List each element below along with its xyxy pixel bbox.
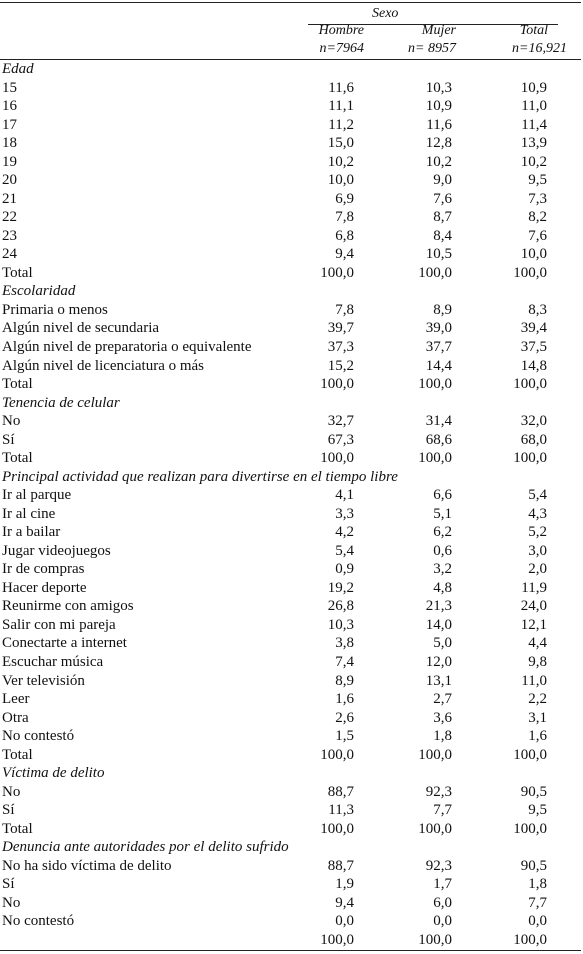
row-value-total: 32,0 <box>520 413 547 429</box>
row-value-mujer: 2,7 <box>433 691 452 707</box>
row-label: 21 <box>2 191 17 207</box>
row-value-hombre: 100,0 <box>320 450 354 466</box>
row-value-mujer: 11,6 <box>426 117 452 133</box>
row-value-hombre: 7,4 <box>335 654 354 670</box>
row-label: No <box>2 784 21 800</box>
header-bottom-rule <box>0 59 581 60</box>
row-value-mujer: 8,4 <box>433 228 452 244</box>
section-heading: Principal actividad que realizan para divertirse en el tiempo libre <box>2 469 398 485</box>
row-value-mujer: 3,2 <box>433 561 452 577</box>
row-value-total: 37,5 <box>520 339 547 355</box>
row-value-hombre: 11,2 <box>328 117 354 133</box>
row-value-hombre: 1,5 <box>335 728 354 744</box>
row-label: Leer <box>2 691 30 707</box>
row-value-mujer: 68,6 <box>425 432 452 448</box>
row-value-mujer: 1,8 <box>433 728 452 744</box>
row-label: Total <box>2 450 33 466</box>
row-value-total: 8,2 <box>528 209 547 225</box>
row-label: Sí <box>2 432 15 448</box>
row-value-mujer: 39,0 <box>425 320 452 336</box>
bottom-rule <box>0 950 581 951</box>
row-value-hombre: 2,6 <box>335 710 354 726</box>
row-label: 15 <box>2 80 17 96</box>
row-label: Salir con mi pareja <box>2 617 116 633</box>
row-value-total: 100,0 <box>513 932 547 948</box>
row-label: Total <box>2 265 33 281</box>
row-value-total: 1,6 <box>528 728 547 744</box>
row-value-hombre: 10,2 <box>327 154 354 170</box>
column-header-hombre: Hombre <box>318 23 364 38</box>
row-value-hombre: 0,9 <box>335 561 354 577</box>
row-label: Sí <box>2 802 15 818</box>
row-value-mujer: 4,8 <box>433 580 452 596</box>
row-label: Reunirme con amigos <box>2 598 134 614</box>
row-value-mujer: 5,1 <box>433 506 452 522</box>
row-value-hombre: 88,7 <box>327 858 354 874</box>
row-value-total: 9,5 <box>528 172 547 188</box>
row-value-hombre: 3,3 <box>335 506 354 522</box>
row-value-hombre: 39,7 <box>327 320 354 336</box>
row-value-hombre: 4,2 <box>335 524 354 540</box>
row-value-mujer: 5,0 <box>433 635 452 651</box>
row-value-hombre: 1,9 <box>335 876 354 892</box>
row-value-mujer: 0,0 <box>433 913 452 929</box>
row-value-total: 10,2 <box>520 154 547 170</box>
row-label: 16 <box>2 98 17 114</box>
row-label: No contestó <box>2 913 75 929</box>
row-value-total: 7,6 <box>528 228 547 244</box>
row-value-mujer: 8,9 <box>433 302 452 318</box>
row-value-total: 11,4 <box>521 117 547 133</box>
row-label: 23 <box>2 228 17 244</box>
row-value-mujer: 31,4 <box>425 413 452 429</box>
row-value-hombre: 15,2 <box>327 358 354 374</box>
row-value-hombre: 10,0 <box>327 172 354 188</box>
row-label: 24 <box>2 246 17 262</box>
row-label: Jugar videojuegos <box>2 543 111 559</box>
row-value-total: 7,3 <box>528 191 547 207</box>
row-value-mujer: 92,3 <box>425 784 452 800</box>
row-value-hombre: 88,7 <box>327 784 354 800</box>
row-value-total: 100,0 <box>513 265 547 281</box>
column-header-mujer: Mujer <box>421 23 456 38</box>
row-value-total: 68,0 <box>520 432 547 448</box>
section-heading: Tenencia de celular <box>2 395 120 411</box>
row-value-total: 100,0 <box>513 450 547 466</box>
row-value-hombre: 19,2 <box>327 580 354 596</box>
row-label: 17 <box>2 117 17 133</box>
row-value-mujer: 0,6 <box>433 543 452 559</box>
row-value-mujer: 92,3 <box>425 858 452 874</box>
row-value-hombre: 9,4 <box>335 895 354 911</box>
row-value-total: 9,5 <box>528 802 547 818</box>
row-label: No contestó <box>2 728 75 744</box>
row-value-hombre: 100,0 <box>320 747 354 763</box>
row-value-hombre: 11,6 <box>328 80 354 96</box>
row-value-hombre: 7,8 <box>335 302 354 318</box>
row-label: 18 <box>2 135 17 151</box>
row-value-total: 2,2 <box>528 691 547 707</box>
row-value-hombre: 4,1 <box>335 487 354 503</box>
row-value-total: 100,0 <box>513 747 547 763</box>
row-value-total: 1,8 <box>528 876 547 892</box>
section-heading: Denuncia ante autoridades por el delito sufrido <box>2 839 289 855</box>
row-value-mujer: 13,1 <box>425 673 452 689</box>
row-value-hombre: 100,0 <box>320 821 354 837</box>
row-value-mujer: 6,2 <box>433 524 452 540</box>
row-value-total: 3,1 <box>528 710 547 726</box>
row-value-total: 100,0 <box>513 376 547 392</box>
row-value-total: 8,3 <box>528 302 547 318</box>
row-label: Total <box>2 747 33 763</box>
row-value-total: 10,0 <box>520 246 547 262</box>
row-label: Ir al cine <box>2 506 56 522</box>
row-label: 19 <box>2 154 17 170</box>
row-label: 20 <box>2 172 17 188</box>
row-value-hombre: 11,1 <box>328 98 354 114</box>
row-value-mujer: 6,0 <box>433 895 452 911</box>
row-value-hombre: 67,3 <box>327 432 354 448</box>
row-value-mujer: 37,7 <box>425 339 452 355</box>
row-value-mujer: 100,0 <box>418 821 452 837</box>
row-label: No ha sido víctima de delito <box>2 858 172 874</box>
row-value-total: 13,9 <box>520 135 547 151</box>
row-value-hombre: 7,8 <box>335 209 354 225</box>
row-value-hombre: 0,0 <box>335 913 354 929</box>
row-value-hombre: 5,4 <box>335 543 354 559</box>
row-value-mujer: 8,7 <box>433 209 452 225</box>
row-label: Primaria o menos <box>2 302 108 318</box>
row-label: Total <box>2 376 33 392</box>
row-label: Sí <box>2 876 15 892</box>
row-value-total: 90,5 <box>520 858 547 874</box>
section-heading: Edad <box>2 61 34 77</box>
row-value-hombre: 37,3 <box>327 339 354 355</box>
row-value-hombre: 1,6 <box>335 691 354 707</box>
row-label: Ir a bailar <box>2 524 61 540</box>
row-label: Ir al parque <box>2 487 72 503</box>
row-value-mujer: 10,2 <box>425 154 452 170</box>
row-value-hombre: 100,0 <box>320 376 354 392</box>
row-value-total: 11,0 <box>521 98 547 114</box>
row-label: Ir de compras <box>2 561 85 577</box>
row-value-total: 4,3 <box>528 506 547 522</box>
row-label: Algún nivel de preparatoria o equivalente <box>2 339 252 355</box>
row-label: Algún nivel de secundaria <box>2 320 160 336</box>
row-value-mujer: 1,7 <box>433 876 452 892</box>
row-value-mujer: 7,6 <box>433 191 452 207</box>
section-heading: Escolaridad <box>2 283 76 299</box>
row-value-mujer: 6,6 <box>433 487 452 503</box>
row-value-total: 90,5 <box>520 784 547 800</box>
row-value-total: 39,4 <box>520 320 547 336</box>
row-value-mujer: 12,8 <box>425 135 452 151</box>
row-value-mujer: 14,0 <box>425 617 452 633</box>
row-value-total: 24,0 <box>520 598 547 614</box>
row-value-mujer: 12,0 <box>425 654 452 670</box>
row-value-mujer: 100,0 <box>418 450 452 466</box>
row-value-hombre: 3,8 <box>335 635 354 651</box>
row-value-hombre: 6,8 <box>335 228 354 244</box>
row-value-mujer: 3,6 <box>433 710 452 726</box>
row-value-hombre: 26,8 <box>327 598 354 614</box>
row-value-total: 5,4 <box>528 487 547 503</box>
row-value-hombre: 9,4 <box>335 246 354 262</box>
row-value-mujer: 100,0 <box>418 376 452 392</box>
row-value-total: 11,9 <box>521 580 547 596</box>
row-value-hombre: 11,3 <box>328 802 354 818</box>
column-n-total: n=16,921 <box>512 41 567 56</box>
row-value-total: 10,9 <box>520 80 547 96</box>
column-header-total: Total <box>519 23 548 38</box>
row-value-mujer: 100,0 <box>418 932 452 948</box>
row-label: No <box>2 413 21 429</box>
row-value-hombre: 15,0 <box>327 135 354 151</box>
top-rule <box>0 2 581 3</box>
row-value-mujer: 7,7 <box>433 802 452 818</box>
column-n-hombre: n=7964 <box>319 41 364 56</box>
row-value-hombre: 100,0 <box>320 932 354 948</box>
row-value-hombre: 100,0 <box>320 265 354 281</box>
row-label: No <box>2 895 21 911</box>
row-value-total: 14,8 <box>520 358 547 374</box>
row-value-total: 100,0 <box>513 821 547 837</box>
row-value-total: 9,8 <box>528 654 547 670</box>
row-value-hombre: 10,3 <box>327 617 354 633</box>
row-value-total: 5,2 <box>528 524 547 540</box>
row-value-total: 3,0 <box>528 543 547 559</box>
row-label: Otra <box>2 710 29 726</box>
row-label: Ver televisión <box>2 673 85 689</box>
column-n-mujer: n= 8957 <box>408 41 456 56</box>
row-label: 22 <box>2 209 17 225</box>
row-value-total: 4,4 <box>528 635 547 651</box>
row-label: Conectarte a internet <box>2 635 127 651</box>
row-label: Hacer deporte <box>2 580 87 596</box>
row-label: Escuchar música <box>2 654 104 670</box>
row-value-mujer: 10,3 <box>425 80 452 96</box>
section-heading: Víctima de delito <box>2 765 105 781</box>
row-value-total: 0,0 <box>528 913 547 929</box>
row-label: Algún nivel de licenciatura o más <box>2 358 205 374</box>
row-value-hombre: 32,7 <box>327 413 354 429</box>
row-value-mujer: 100,0 <box>418 747 452 763</box>
row-value-total: 12,1 <box>520 617 547 633</box>
group-header-sexo: Sexo <box>372 6 399 21</box>
row-value-total: 2,0 <box>528 561 547 577</box>
row-value-mujer: 21,3 <box>425 598 452 614</box>
row-value-mujer: 14,4 <box>425 358 452 374</box>
row-value-hombre: 8,9 <box>335 673 354 689</box>
row-value-mujer: 9,0 <box>433 172 452 188</box>
row-value-total: 11,0 <box>521 673 547 689</box>
row-label: Total <box>2 821 33 837</box>
row-value-total: 7,7 <box>528 895 547 911</box>
row-value-mujer: 10,5 <box>425 246 452 262</box>
row-value-mujer: 10,9 <box>425 98 452 114</box>
row-value-hombre: 6,9 <box>335 191 354 207</box>
row-value-mujer: 100,0 <box>418 265 452 281</box>
